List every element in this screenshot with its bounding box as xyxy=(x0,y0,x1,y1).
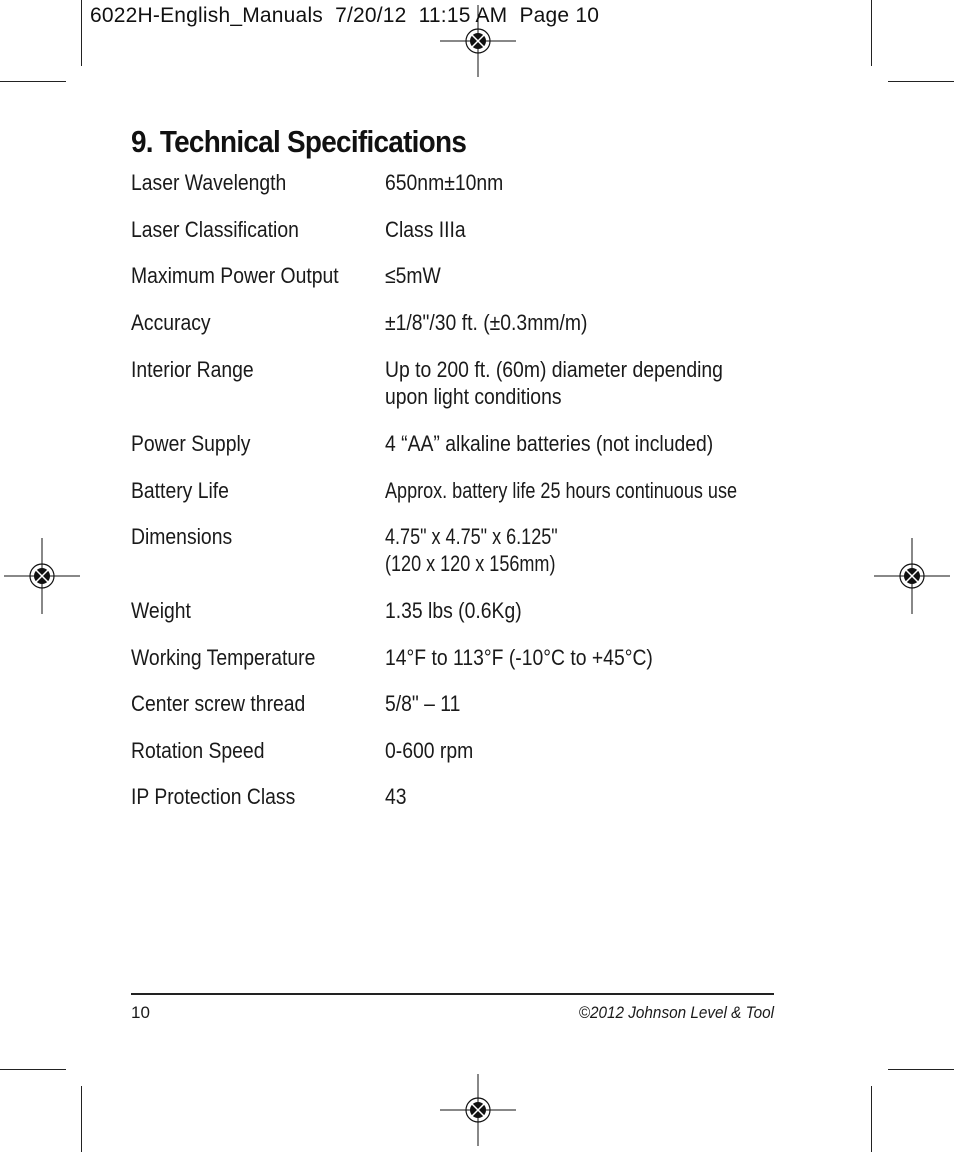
spec-value: ≤5mW xyxy=(385,263,441,288)
spec-label: Center screw thread xyxy=(131,691,306,716)
spec-value-line: upon light conditions xyxy=(385,384,562,409)
spec-label: Laser Classification xyxy=(131,217,299,242)
spec-label: Power Supply xyxy=(131,431,251,456)
spec-value: 1.35 lbs (0.6Kg) xyxy=(385,598,522,623)
spec-value-line: (120 x 120 x 156mm) xyxy=(385,551,556,576)
spec-label: Laser Wavelength xyxy=(131,170,287,195)
spec-label: Interior Range xyxy=(131,357,254,382)
spec-label: Battery Life xyxy=(131,478,229,503)
spec-value: ±1/8"/30 ft. (±0.3mm/m) xyxy=(385,310,588,335)
page-title: 9. Technical Specifications xyxy=(131,124,467,159)
crop-mark-top-right-vertical xyxy=(871,0,872,66)
crop-mark-bottom-left-horizontal xyxy=(0,1069,66,1070)
spec-label: Working Temperature xyxy=(131,645,316,670)
page-number: 10 xyxy=(131,1003,150,1022)
spec-value: 4 “AA” alkaline batteries (not included) xyxy=(385,431,714,456)
spec-value: 43 xyxy=(385,784,407,809)
printer-slug: 6022H-English_Manuals 7/20/12 11:15 AM Page 10 xyxy=(90,4,600,27)
spec-value-line: 4.75" x 4.75" x 6.125" xyxy=(385,524,558,549)
spec-value: 650nm±10nm xyxy=(385,170,504,195)
registration-mark-left-icon xyxy=(4,538,80,614)
spec-label: Maximum Power Output xyxy=(131,263,339,288)
crop-mark-bottom-left-vertical xyxy=(81,1086,82,1152)
spec-value-line: Up to 200 ft. (60m) diameter depending xyxy=(385,357,723,382)
spec-label: Dimensions xyxy=(131,524,233,549)
copyright-notice: ©2012 Johnson Level & Tool xyxy=(578,1003,774,1022)
spec-value xyxy=(385,356,723,410)
spec-value xyxy=(385,523,558,577)
crop-mark-top-right-horizontal xyxy=(888,81,954,82)
spec-label: Weight xyxy=(131,598,191,623)
footer-divider xyxy=(131,993,774,995)
registration-mark-bottom-icon xyxy=(440,1074,516,1146)
spec-value: 5/8" – 11 xyxy=(385,691,461,716)
crop-mark-bottom-right-horizontal xyxy=(888,1069,954,1070)
crop-mark-top-left-horizontal xyxy=(0,81,66,82)
spec-label: Accuracy xyxy=(131,310,211,335)
registration-mark-right-icon xyxy=(874,538,950,614)
spec-value: Class IIIa xyxy=(385,217,466,242)
spec-label: Rotation Speed xyxy=(131,738,265,763)
spec-value: 14°F to 113°F (-10°C to +45°C) xyxy=(385,645,653,670)
crop-mark-top-left-vertical xyxy=(81,0,82,66)
spec-label: IP Protection Class xyxy=(131,784,296,809)
registration-mark-top-icon xyxy=(440,5,516,77)
spec-value: 0-600 rpm xyxy=(385,738,474,763)
spec-value: Approx. battery life 25 hours continuous use xyxy=(385,478,737,503)
crop-mark-bottom-right-vertical xyxy=(871,1086,872,1152)
